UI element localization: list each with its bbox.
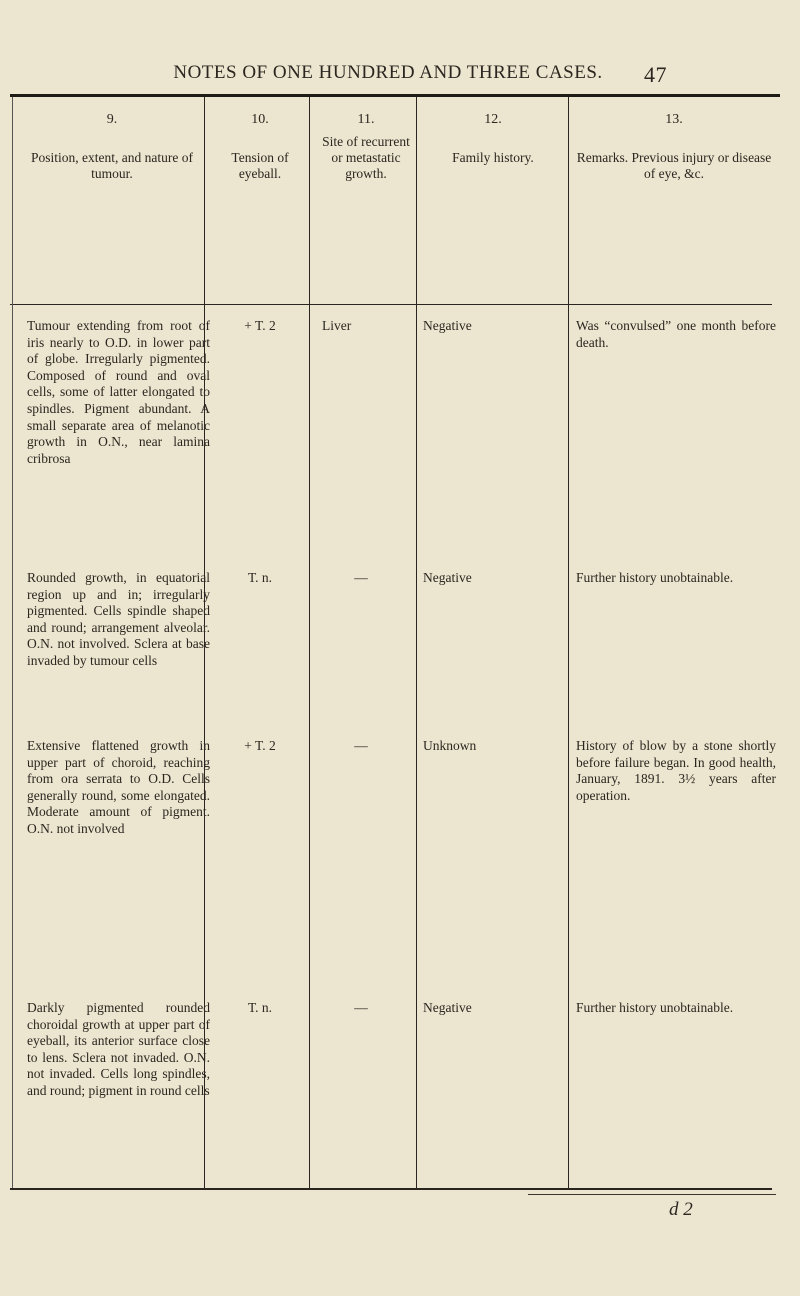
column-label: Site of recurrent or metastatic growth. [322,134,410,181]
table-row-tension: + T. 2 [244,318,276,333]
table-row-description: Extensive flattened growth in upper part of choroid, reaching from ora serrata to O.D. Cells generally round, some elongated. Moderate amount of pigment. O.N. not involved [27,738,210,836]
table-row-remarks: Further history unobtainable. [576,1000,734,1015]
table-row-family: Negative [423,1000,472,1015]
column-number: 9. [106,112,118,127]
table-row-family: Negative [423,570,472,585]
column-divider [309,97,310,1188]
page-title: NOTES OF ONE HUNDRED AND THREE CASES. [173,62,603,83]
table-row-description: Rounded growth, in equatorial region up and in; irregularly pigmented. Cells spindle shaped and round; arrangement alveolar. O.N. not involved. Sclera at base invaded by tumour cells [27,570,210,668]
table-row-site: — [354,570,368,585]
column-label: Remarks. Previous injury or disease of eye, &c. [576,150,772,181]
table-row-site: — [354,1000,368,1015]
table-row-tension: T. n. [247,570,273,585]
column-label: Family history. [452,150,534,165]
column-number: 12. [484,112,502,127]
column-header-site [318,112,414,182]
table-row-family: Negative [423,318,472,333]
bottom-rule [10,1188,772,1190]
footer-rule [528,1194,776,1195]
table-row-site: Liver [322,318,352,333]
table-row-remarks: History of blow by a stone shortly before failure began. In good health, January, 1891. 3½ years after operation. [576,738,776,803]
column-number: 13. [665,112,683,127]
signature-mark: d 2 [669,1199,693,1220]
column-divider [568,97,569,1188]
table-row-description: Darkly pigmented rounded choroidal growth at upper part of eyeball, its anterior surface close to lens. Sclera not invaded. O.N. not invaded. Cells long spindles, and round; pigment in round cells [27,1000,210,1098]
table-row-remarks: Further history unobtainable. [576,570,734,585]
column-divider [416,97,417,1188]
table-row-family: Unknown [423,738,477,753]
top-rule [10,94,780,97]
column-header-tension [212,112,308,182]
column-label: Tension of eyeball. [231,150,289,181]
page-number: 47 [644,62,667,87]
column-number: 10. [251,112,269,127]
table-row-tension: T. n. [247,1000,273,1015]
column-label: Position, extent, and nature of tumour. [31,150,193,181]
table-row-remarks: Was “convulsed” one month before death. [576,318,776,350]
table-row-description: Tumour extending from root of iris nearly to O.D. in lower part of globe. Irregularly pigmented. Composed of round and oval cells, some of latter elongated to spindles. Pigment abundant. A small separate area of melanotic growth in O.N., near lamina cribrosa [27,318,210,466]
table-row-site: — [354,738,368,753]
column-header-family [420,112,566,166]
table-row-tension: + T. 2 [244,738,276,753]
column-header-position [22,112,202,182]
column-number: 11. [357,112,375,127]
page-header [0,62,800,87]
table-left-border [12,97,13,1188]
header-separator-rule [10,304,772,305]
column-header-remarks [576,112,772,182]
